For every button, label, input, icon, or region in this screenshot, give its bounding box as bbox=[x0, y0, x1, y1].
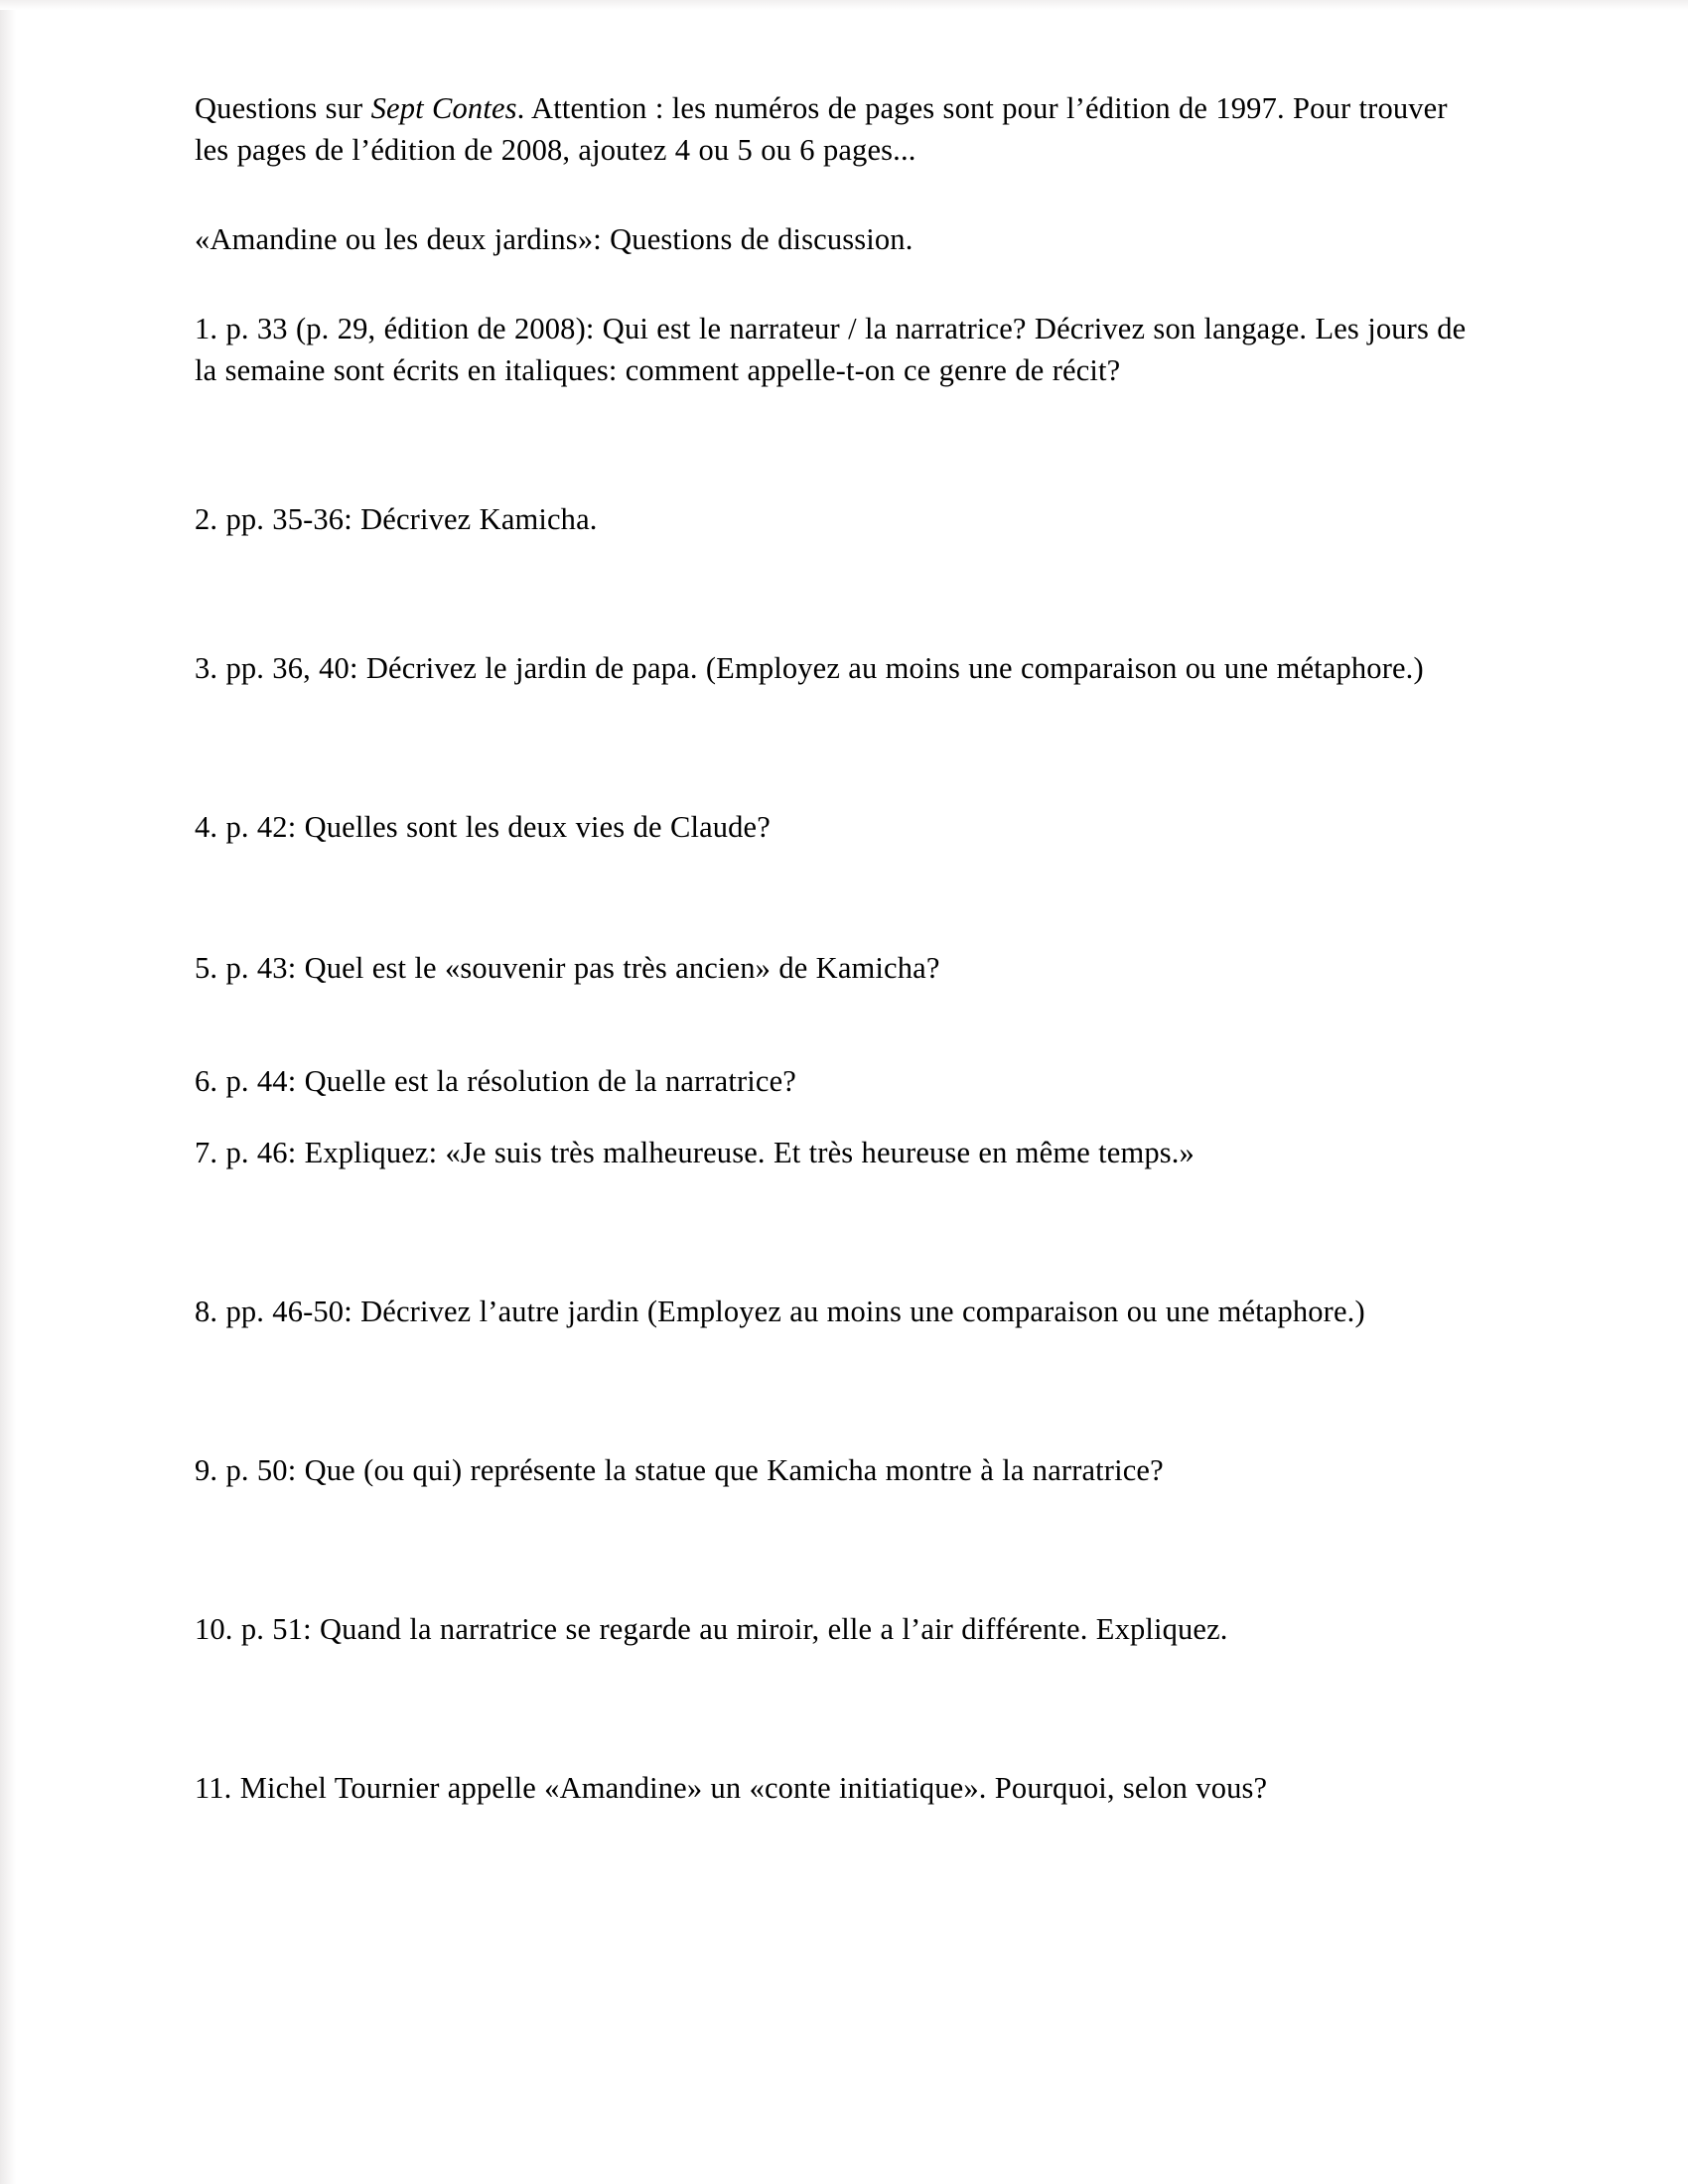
spacer bbox=[195, 1650, 1476, 1767]
question-item-1: 1. p. 33 (p. 29, édition de 2008): Qui est le narrateur / la narratrice? Décrivez son langage. Les jours de la semaine sont écrits en italiques: comment appelle-t-on ce genre de récit? bbox=[195, 312, 1467, 387]
header-text-after-title: . Attention : les numéros de pages sont pour l’édition de 1997. Pour trouver les pages de l’édition de 2008, ajoutez 4 ou 5 ou 6 pages... bbox=[195, 91, 1448, 167]
spacer bbox=[195, 171, 1476, 218]
question-item-4: 4. p. 42: Quelles sont les deux vies de Claude? bbox=[195, 810, 771, 844]
question-item-5: 5. p. 43: Quel est le «souvenir pas très ancien» de Kamicha? bbox=[195, 951, 940, 985]
spacer bbox=[195, 989, 1476, 1060]
question-item-8: 8. pp. 46-50: Décrivez l’autre jardin (Employez au moins une comparaison ou une métaphore.) bbox=[195, 1295, 1365, 1328]
spacer bbox=[195, 848, 1476, 947]
header-text-before-title: Questions sur bbox=[195, 91, 371, 125]
spacer bbox=[195, 1173, 1476, 1291]
section-heading: «Amandine ou les deux jardins»: Questions de discussion. bbox=[195, 222, 914, 256]
spacer bbox=[195, 260, 1476, 308]
question-item-2: 2. pp. 35-36: Décrivez Kamicha. bbox=[195, 502, 598, 536]
document-header-paragraph bbox=[195, 87, 1476, 171]
question-item-9: 9. p. 50: Que (ou qui) représente la statue que Kamicha montre à la narratrice? bbox=[195, 1453, 1164, 1487]
spacer bbox=[195, 1102, 1476, 1132]
question-item-7: 7. p. 46: Expliquez: «Je suis très malheureuse. Et très heureuse en même temps.» bbox=[195, 1136, 1195, 1169]
question-item-3: 3. pp. 36, 40: Décrivez le jardin de papa. (Employez au moins une comparaison ou une métaphore.) bbox=[195, 651, 1424, 685]
spacer bbox=[195, 540, 1476, 647]
question-item-6: 6. p. 44: Quelle est la résolution de la narratrice? bbox=[195, 1064, 796, 1098]
question-item-10: 10. p. 51: Quand la narratrice se regarde au miroir, elle a l’air différente. Expliquez. bbox=[195, 1612, 1228, 1646]
scan-edge-left bbox=[0, 0, 16, 2184]
spacer bbox=[195, 689, 1476, 806]
scan-edge-top bbox=[0, 0, 1688, 10]
spacer bbox=[195, 391, 1476, 498]
book-title-italic: Sept Contes bbox=[370, 91, 517, 125]
spacer bbox=[195, 1491, 1476, 1608]
question-item-11: 11. Michel Tournier appelle «Amandine» un «conte initiatique». Pourquoi, selon vous? bbox=[195, 1771, 1268, 1805]
spacer bbox=[195, 1332, 1476, 1449]
document-body bbox=[195, 87, 1476, 1809]
